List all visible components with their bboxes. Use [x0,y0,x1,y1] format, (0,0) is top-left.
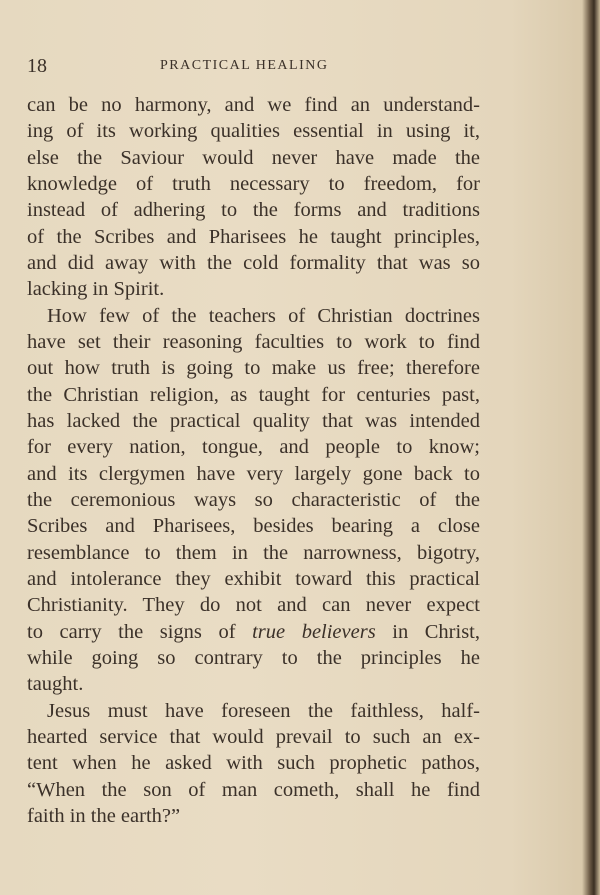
text-line: resemblance to them in the narrowness, bigotry, [27,541,480,564]
text-line: Jesus must have foreseen the faithless, half- [47,699,480,722]
text-line: and its clergymen have very largely gone back to [27,462,480,485]
page-number: 18 [27,55,47,77]
text-line: the Christian religion, as taught for centuries past, [27,383,480,406]
text-line: lacking in Spirit. [27,278,165,301]
body-text [27,92,480,829]
text-line: the ceremonious ways so characteristic of the [27,488,480,511]
text-line: for every nation, tongue, and people to know; [27,436,480,459]
text-line: taught. [27,673,84,696]
text-line: has lacked the practical quality that was intended [27,409,480,432]
text-line: hearted service that would prevail to such an ex- [27,725,480,748]
running-title: PRACTICAL HEALING [160,58,329,73]
text-line: while going so contrary to the principles he [27,646,480,669]
text-line: can be no harmony, and we find an understand- [27,94,480,116]
page-header [27,55,482,79]
text-line: How few of the teachers of Christian doctrines [47,304,480,327]
text-line: Scribes and Pharisees, besides bearing a close [27,515,480,538]
text-line: tent when he asked with such prophetic pathos, [27,752,480,775]
text-line: else the Saviour would never have made the [27,146,480,169]
text-line: have set their reasoning faculties to work to find [27,330,480,353]
text-line [27,619,480,645]
text-line: instead of adhering to the forms and traditions [27,199,480,222]
text-line: out how truth is going to make us free; therefore [27,357,480,380]
text-line: knowledge of truth necessary to freedom, for [27,172,480,195]
text-line: of the Scribes and Pharisees he taught principles, [27,225,480,248]
text-segment: in Christ, [392,620,480,643]
text-line: faith in the earth?” [27,804,181,827]
text-line: and intolerance they exhibit toward this practical [27,567,480,590]
text-line: ing of its working qualities essential in using it, [27,120,480,143]
text-line: “When the son of man cometh, shall he find [27,778,480,801]
text-line: and did away with the cold formality that was so [27,251,480,274]
italic-phrase: true believers [252,620,376,643]
text-line: Christianity. They do not and can never expect [27,594,480,617]
text-segment: to carry the signs of [27,620,236,643]
